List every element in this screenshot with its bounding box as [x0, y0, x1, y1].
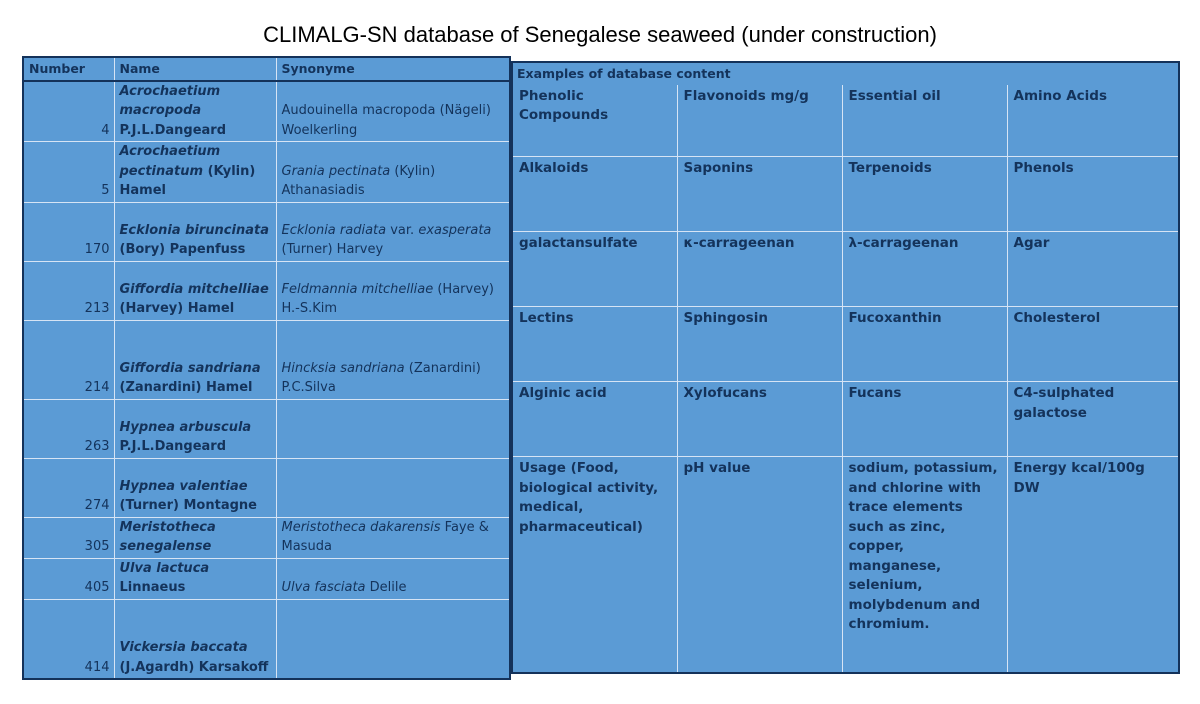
content-cell: Fucoxanthin [842, 307, 1007, 382]
taxon-authority: (Kylin) Athanasiadis [281, 163, 436, 198]
taxon-authority: (Kylin) Hamel [119, 163, 256, 198]
species-row [23, 458, 510, 517]
species-row [23, 142, 510, 203]
content-cell: Flavonoids mg/g [677, 85, 842, 157]
taxon-authority: Delile [365, 580, 407, 595]
taxon-name-italic: Ecklonia radiata [281, 222, 387, 238]
content-cell: Terpenoids [842, 157, 1007, 232]
taxon-name-italic: Giffordia sandriana [119, 360, 261, 376]
species-synonyme-cell [276, 399, 510, 458]
content-cell: pH value [677, 457, 842, 673]
taxon-authority: P.J.L.Dangeard [119, 122, 227, 138]
species-name-cell [114, 202, 276, 261]
species-number-cell: 414 [23, 599, 114, 679]
page-title: CLIMALG-SN database of Senegalese seaweed (under construction) [263, 22, 937, 47]
content-cell: Usage (Food, biological activity, medical, pharmaceutical) [512, 457, 677, 673]
content-cell: Phenolic Compounds [512, 85, 677, 157]
taxon-authority: (Zanardini) P.C.Silva [281, 360, 481, 395]
content-table-caption: Examples of database content [517, 66, 731, 81]
taxon-name-italic: Hypnea arbuscula [119, 419, 252, 435]
taxon-name-italic: Acrochaetium macropoda [119, 83, 221, 118]
content-cell: C4-sulphated galactose [1007, 382, 1179, 457]
species-number-cell: 170 [23, 202, 114, 261]
taxon-authority: P.J.L.Dangeard [119, 439, 227, 454]
taxon-authority: (Turner) Montagne [119, 498, 257, 513]
taxon-name-italic: Giffordia mitchelliae [119, 281, 269, 297]
species-synonyme-cell [276, 458, 510, 517]
species-number-cell: 213 [23, 261, 114, 320]
taxon-authority: Linnaeus [119, 580, 186, 595]
species-name-cell [114, 458, 276, 517]
species-row [23, 202, 510, 261]
species-synonyme-cell [276, 202, 510, 261]
taxon-name-italic: Ulva fasciata [281, 580, 366, 595]
taxon-name-italic: Feldmannia mitchelliae [281, 281, 434, 297]
content-cell: Energy kcal/100g DW [1007, 457, 1179, 673]
content-cell: sodium, potassium, and chlorine with trace elements such as zinc, copper, manganese, selenium, molybdenum and chromium. [842, 457, 1007, 673]
species-name-cell [114, 261, 276, 320]
content-row [512, 382, 1179, 457]
taxon-name-italic: Meristotheca dakarensis [281, 519, 441, 535]
taxon-authority: (Turner) Harvey [281, 242, 384, 257]
taxon-authority: (Zanardini) Hamel [119, 380, 253, 395]
species-row [23, 320, 510, 399]
species-row [23, 599, 510, 679]
content-caption-row [512, 62, 1179, 85]
content-cell: Fucans [842, 382, 1007, 457]
taxon-name-italic: Grania pectinata [281, 163, 391, 179]
content-examples-table [511, 61, 1180, 674]
species-number-cell: 405 [23, 558, 114, 599]
content-cell: galactansulfate [512, 232, 677, 307]
taxon-authority: var. [386, 222, 419, 238]
species-name-cell [114, 399, 276, 458]
content-row [512, 457, 1179, 673]
content-cell: Saponins [677, 157, 842, 232]
taxon-name-italic: Vickersia baccata [119, 640, 248, 655]
content-row [512, 232, 1179, 307]
taxon-authority: Audouinella macropoda (Nägeli) Woelkerling [281, 103, 491, 138]
content-cell: Lectins [512, 307, 677, 382]
species-synonyme-cell [276, 261, 510, 320]
content-cell: Agar [1007, 232, 1179, 307]
content-row [512, 157, 1179, 232]
taxon-name-italic: exasperata [418, 222, 492, 238]
taxon-name-italic: Acrochaetium pectinatum [119, 144, 221, 179]
column-header-number: Number [23, 57, 114, 81]
taxon-authority: (J.Agardh) Karsakoff [119, 659, 269, 675]
content-cell: Essential oil [842, 85, 1007, 157]
taxon-name-italic: Hincksia sandriana [281, 360, 405, 376]
species-synonyme-cell [276, 517, 510, 558]
content-cell: Xylofucans [677, 382, 842, 457]
content-cell: λ-carrageenan [842, 232, 1007, 307]
species-name-cell [114, 81, 276, 142]
taxon-name-italic: Meristotheca senegalense [119, 519, 216, 554]
species-row [23, 81, 510, 142]
species-number-cell: 263 [23, 399, 114, 458]
taxon-authority: (Bory) Papenfuss [119, 242, 246, 257]
species-name-cell [114, 599, 276, 679]
species-number-cell: 214 [23, 320, 114, 399]
column-header-synonyme: Synonyme [276, 57, 510, 81]
column-header-name: Name [114, 57, 276, 81]
content-table-header [512, 62, 1179, 85]
content-row [512, 85, 1179, 157]
species-number-cell: 4 [23, 81, 114, 142]
taxon-name-italic: Ecklonia biruncinata [119, 222, 269, 238]
content-table-body [512, 85, 1179, 673]
species-synonyme-cell [276, 81, 510, 142]
species-synonyme-cell [276, 558, 510, 599]
species-synonyme-cell [276, 142, 510, 203]
species-number-cell: 5 [23, 142, 114, 203]
species-number-cell: 305 [23, 517, 114, 558]
species-number-cell: 274 [23, 458, 114, 517]
content-cell: Alkaloids [512, 157, 677, 232]
species-name-cell [114, 320, 276, 399]
species-table-header [23, 57, 510, 81]
taxon-name-italic: Hypnea valentiae [119, 478, 248, 494]
species-table [22, 56, 511, 680]
content-cell: Amino Acids [1007, 85, 1179, 157]
species-row [23, 399, 510, 458]
species-name-cell [114, 558, 276, 599]
content-cell: Cholesterol [1007, 307, 1179, 382]
species-row [23, 261, 510, 320]
taxon-authority: (Harvey) Hamel [119, 301, 235, 316]
species-header-row [23, 57, 510, 81]
species-synonyme-cell [276, 599, 510, 679]
species-row [23, 558, 510, 599]
species-synonyme-cell [276, 320, 510, 399]
content-cell: Phenols [1007, 157, 1179, 232]
species-row [23, 517, 510, 558]
content-row [512, 307, 1179, 382]
content-cell: Sphingosin [677, 307, 842, 382]
species-table-body [23, 81, 510, 680]
taxon-authority: (Harvey) H.-S.Kim [281, 281, 494, 316]
species-name-cell [114, 142, 276, 203]
content-cell: κ-carrageenan [677, 232, 842, 307]
taxon-authority: Faye & Masuda [281, 519, 489, 554]
taxon-name-italic: Ulva lactuca [119, 560, 210, 576]
content-cell: Alginic acid [512, 382, 677, 457]
species-name-cell [114, 517, 276, 558]
